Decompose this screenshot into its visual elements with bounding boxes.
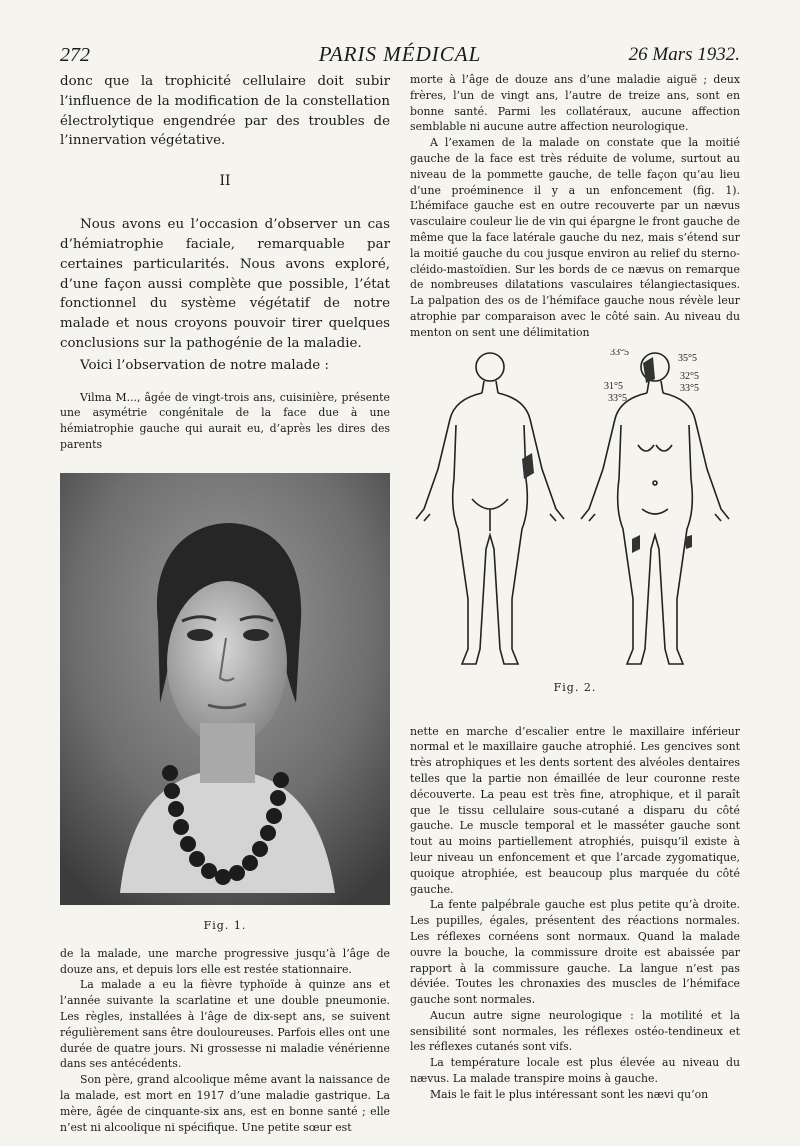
paragraph: Son père, grand alcoolique même avant la naissance de la malade, est mort en 1917 d’une maladie gastrique. La mère, âgée de cinquante-six ans, est en bonne santé ; elle n’est ni alcoolique ni spécifique. Une petite sœur est <box>60 1073 390 1134</box>
paragraph: Nous avons eu l’occasion d’observer un cas d’hémiatrophie faciale, remarquable par certaines particularités. Nous avons exploré, d’une façon aussi complète que possible, l’état fonctionnel du système végétatif de notre malade et nous croyons pouvoir tirer quelques conclusions sur la pathogénie de la maladie. <box>60 217 390 351</box>
temperature-label: 33°5 <box>608 392 627 404</box>
temperature-label: 31°5 <box>604 380 623 392</box>
temperature-label: 35°5 <box>678 352 697 364</box>
paragraph: La température locale est plus élevée au niveau du nævus. La malade transpire moins à gauche. <box>410 1056 740 1086</box>
journal-title: PARIS MÉDICAL <box>318 42 482 66</box>
figure-caption: Fig. 2. <box>553 680 597 694</box>
paragraph: de la malade, une marche progressive jusqu’à l’âge de douze ans, et depuis lors elle est restée stationnaire. <box>60 946 390 976</box>
paragraph: morte à l’âge de douze ans d’une maladie aiguë ; deux frères, l’un de vingt ans, l’autre de treize ans, sont en bonne santé. Parmi les collatéraux, aucune affection semblable ni aucune autre affection neurologique. <box>410 73 740 134</box>
body-outline-drawing <box>410 349 740 675</box>
page-header <box>60 40 740 66</box>
left-column <box>60 72 390 1135</box>
paragraph: Vilma M..., âgée de vingt-trois ans, cuisinière, présente une asymétrie congénitale de la face due à une hémiatrophie gauche qui aurait eu, d’après les dires des parents <box>60 390 390 451</box>
paragraph: La malade a eu la fièvre typhoïde à quinze ans et l’année suivante la scarlatine et une double pneumonie. Les règles, installées à l’âge de dix-sept ans, se suivent régulièrement sans être douloureuses. Parfois elles ont une durée de quatre jours. Ni grossesse ni maladie vénérienne dans ses antécédents. <box>60 978 390 1071</box>
body-diagram-figure <box>410 349 740 675</box>
paragraph: La fente palpébrale gauche est plus petite qu’à droite. Les pupilles, égales, présentent des réactions normales. Les réflexes cornéens sont normaux. Quand la malade ouvre la bouche, la commissure droite est abaissée par rapport à la commissure gauche. La langue n’est pas déviée. Toutes les chronaxies des muscles de l’hémiface gauche sont normales. <box>410 898 740 1007</box>
right-column <box>410 72 740 1103</box>
paragraph: donc que la trophicité cellulaire doit subir l’influence de la modification de la constellation électrolytique engendrée par des troubles de l’innervation végétative. <box>60 74 390 149</box>
paragraph: Voici l’observation de notre malade : <box>80 357 329 373</box>
temperature-label: 33°5 <box>610 348 629 358</box>
section-heading: II <box>219 173 231 190</box>
temperature-label: 32°5 <box>680 370 699 382</box>
paragraph: A l’examen de la malade on constate que la moitié gauche de la face est très réduite de volume, surtout au niveau de la pommette gauche, de telle façon qu’au lieu d’une proéminence il y a un enfoncement (fig. 1). L’hémiface gauche est en outre recouverte par un nævus vasculaire couleur lie de vin qui épargne le front gauche de même que la face latérale gauche du nez, mais s’étend sur la moitié gauche du cou jusque environ au relief du sterno-cléido-mastoïdien. Sur les bords de ce nævus on remarque de nombreuses dilatations vasculaires télangiectasiques. La palpation des os de l’hémiface gauche nous révèle leur atrophie par comparaison avec le côté sain. Au niveau du menton on sent une délimitation <box>410 136 740 339</box>
paragraph: Mais le fait le plus intéressant sont les nævi qu’on <box>430 1087 709 1101</box>
portrait-image <box>60 473 390 905</box>
paragraph: nette en marche d’escalier entre le maxillaire inférieur normal et le maxillaire gauche atrophié. Les gencives sont très atrophiques et les dents sortent des alvéoles dentaires telles que la partie non émaillée de leur couronne reste découverte. La peau est très fine, atrophique, et il paraît que le tissu cellulaire sous-cutané a disparu du côté gauche. Le muscle temporal et le masséter gauche sont tout au moins partiellement atrophiés, puisqu’il existe à leur niveau un enfoncement et que l’arcade zygomatique, quoique atrophiée, est beaucoup plus marquée du côté gauche. <box>410 724 740 896</box>
issue-date: 26 Mars 1932. <box>628 44 740 65</box>
figure-caption: Fig. 1. <box>203 918 247 932</box>
paragraph: Aucun autre signe neurologique : la motilité et la sensibilité sont normales, les réflexes ostéo-tendineux et les réflexes cutanés sont vifs. <box>410 1008 740 1054</box>
temperature-label: 33°5 <box>680 382 699 394</box>
page-number: 272 <box>60 44 90 66</box>
patient-photograph <box>60 473 390 905</box>
